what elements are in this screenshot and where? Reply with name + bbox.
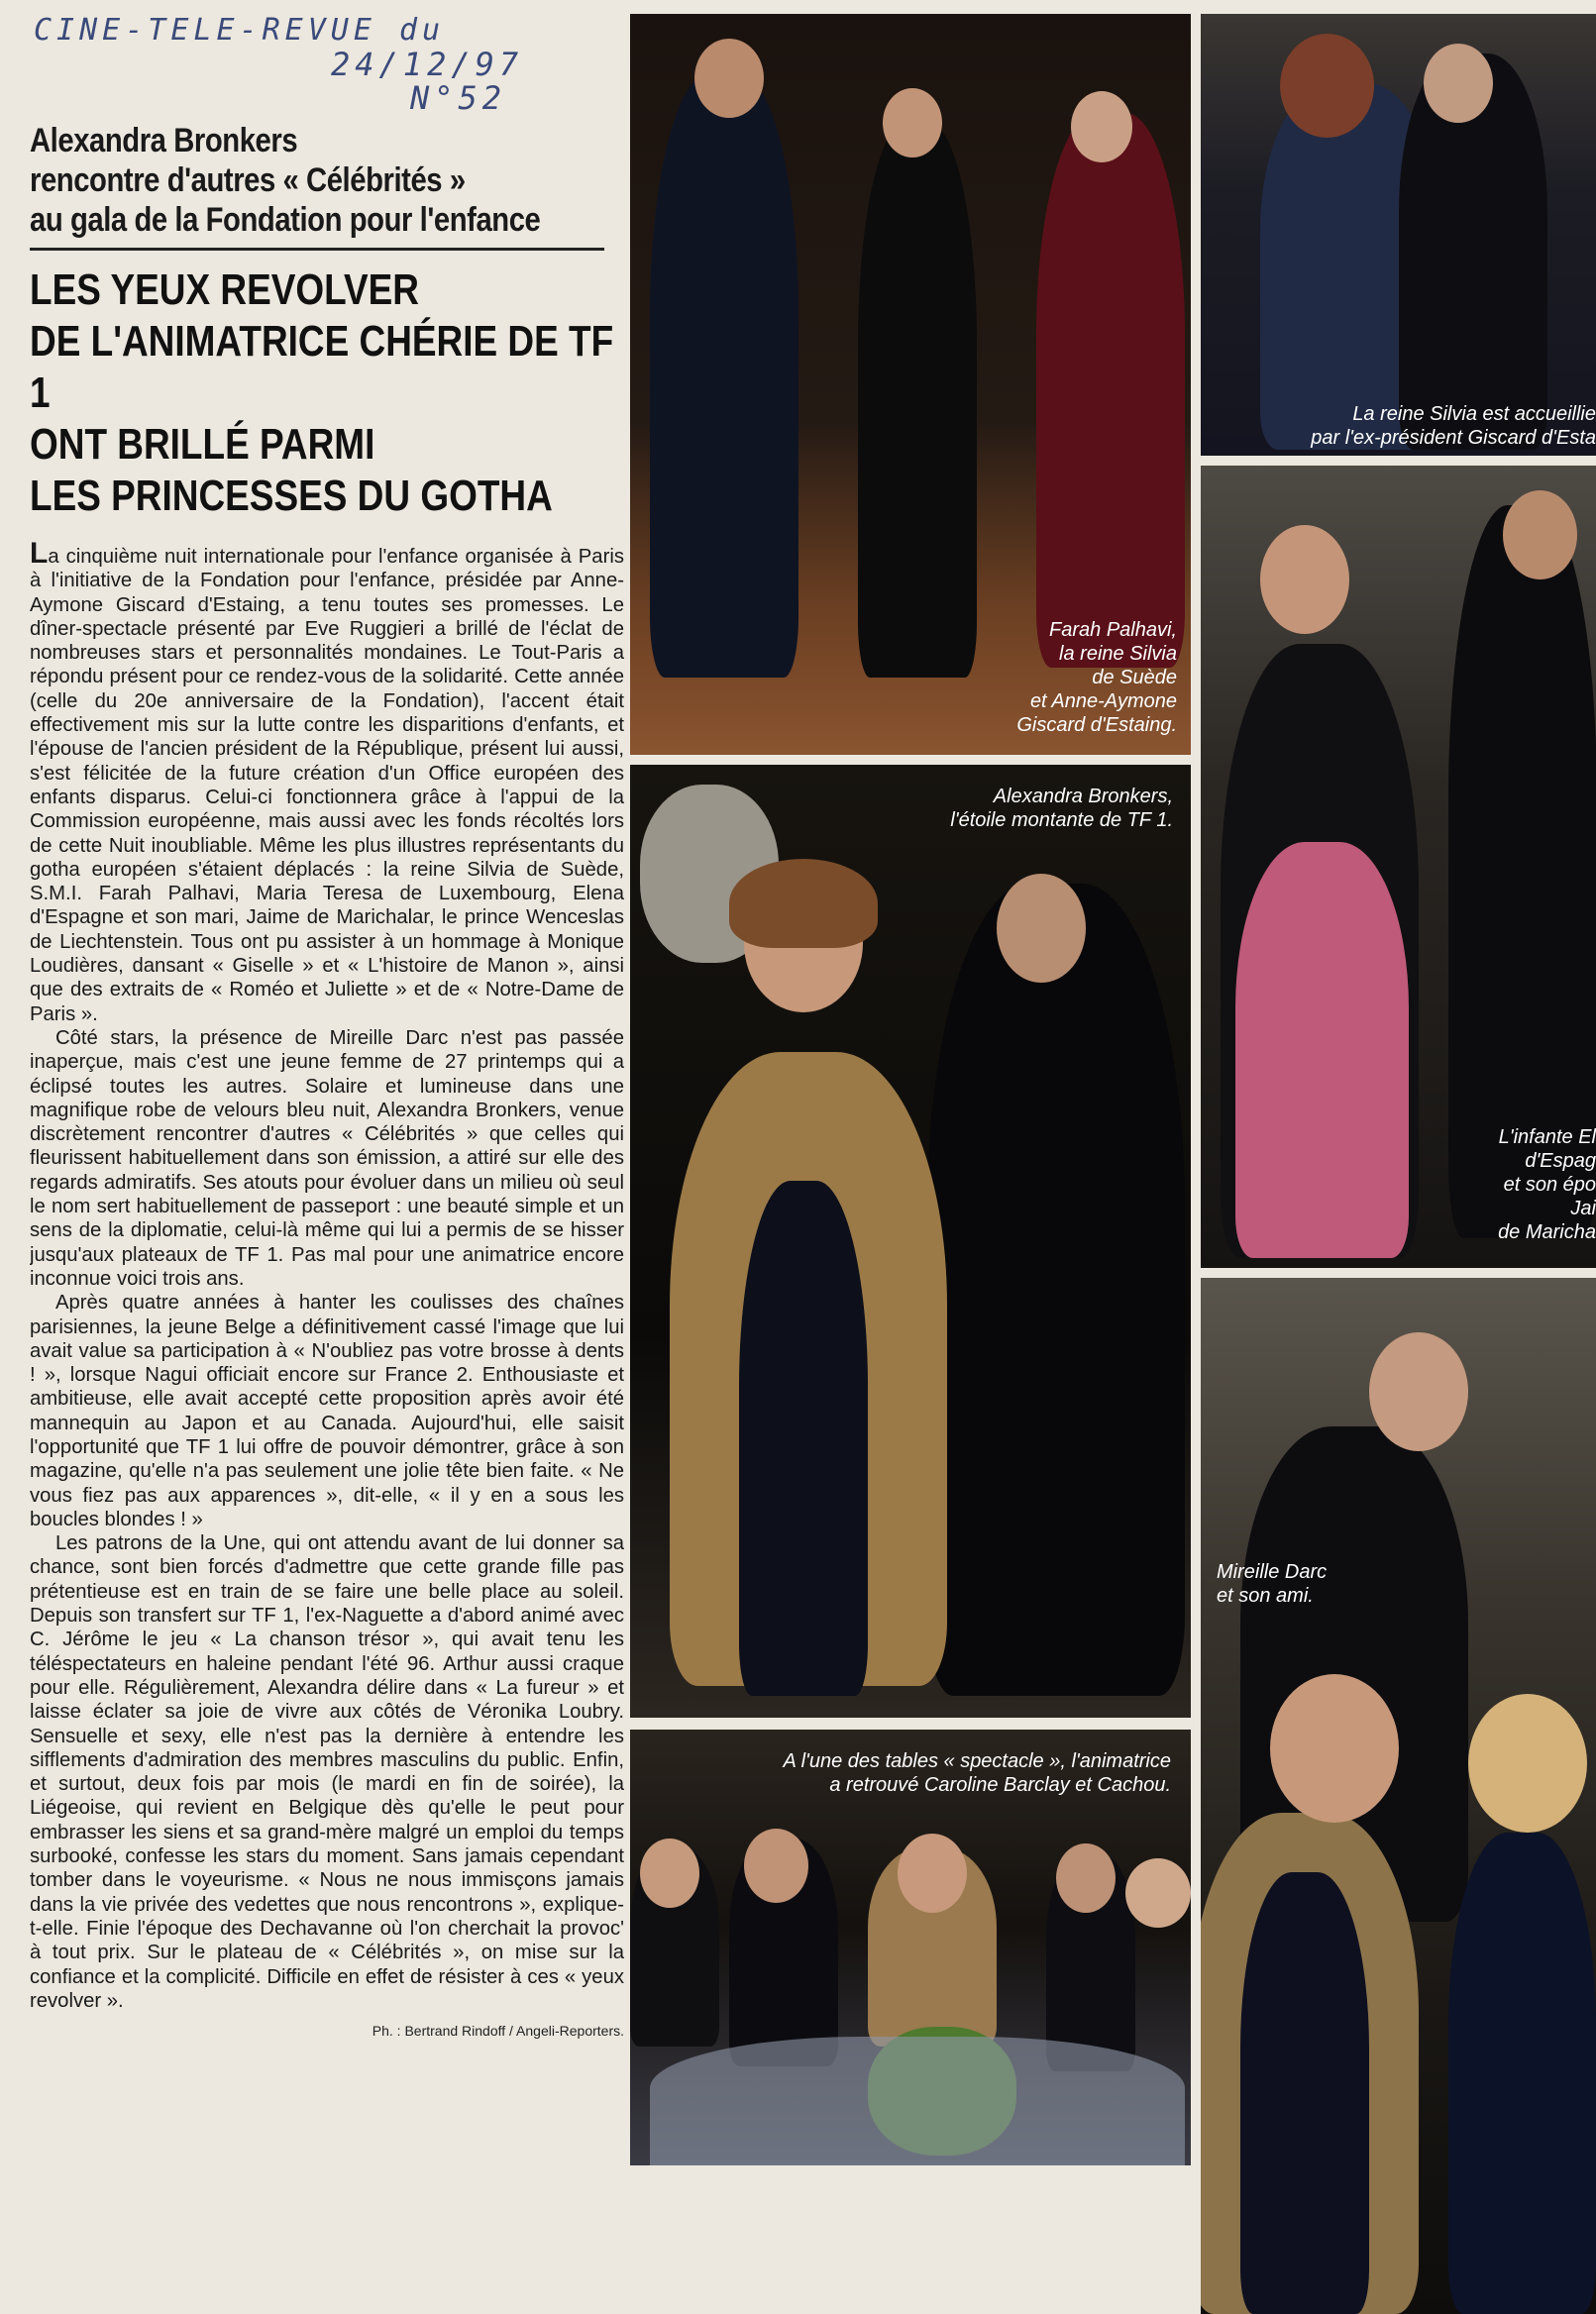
divider [30, 248, 604, 251]
caption-line: Alexandra Bronkers, [993, 786, 1173, 807]
handwritten-line: N°52 [410, 79, 507, 117]
photo-caption [1398, 1125, 1596, 1244]
photo-mireille-darc [1201, 1278, 1596, 2314]
caption-line: a retrouvé Caroline Barclay et Cachou. [829, 1774, 1171, 1796]
caption-line: Mireille Darc [1217, 1561, 1328, 1583]
caption-line: L'infante El [1498, 1126, 1596, 1148]
caption-line: Jai [1570, 1198, 1596, 1219]
caption-line: Giscard d'Estaing. [1016, 714, 1177, 736]
article-paragraph: Après quatre années à hanter les coulisses des chaînes parisiennes, la jeune Belge a définitivement cassé l'image que lui avait value sa participation à « N'oubliez pas votre brosse à dents ! », lorsque Nagui officiait encore sur France 2. Enthousiaste et ambitieuse, elle avait accepté cette proposition après avoir été mannequin au Japon et au Canada. Aujourd'hui, elle saisit l'opportunité que TF 1 lui offre de pouvoir démontrer, grâce à son magazine, qu'elle n'a pas seulement une jolie tête bien faite. « Ne vous fiez pas aux apparences », dit-elle, « il y en a sous les boucles blondes ! » [30, 1292, 624, 1530]
caption-line: La reine Silvia est accueillie [1352, 403, 1596, 425]
photo-caption [880, 618, 1177, 737]
article-paragraph [30, 537, 624, 1026]
kicker [30, 121, 623, 240]
kicker-line: rencontre d'autres « Célébrités » [30, 161, 466, 199]
photo-queen-silvia [1201, 14, 1596, 456]
headline [30, 264, 619, 522]
photo-caption [777, 785, 1173, 832]
headline-line: LES YEUX REVOLVER [30, 265, 419, 314]
caption-line: et son ami. [1217, 1585, 1314, 1607]
drop-cap: L [30, 537, 49, 570]
handwritten-note [34, 14, 624, 115]
handwritten-line: CINE-TELE-REVUE du [34, 14, 446, 48]
photo-dinner-table [630, 1730, 1191, 2165]
kicker-line: au gala de la Fondation pour l'enfance [30, 201, 541, 239]
paragraph-text: a cinquième nuit internationale pour l'enfance organisée à Paris à l'initiative de la Fondation pour l'enfance, présidée par Anne-Aymone Giscard d'Estaing, a tenu toutes ses promesses. Le dîner-spectacle présenté par Eve Ruggieri a brillé de l'éclat de nombreuses stars et personnalités mondaines. Le Tout-Paris a répondu présent pour ce rendez-vous de la solidarité. Cette année (celle du 20e anniversaire de la Fondation), l'accent était effectivement mis sur la lutte contre les disparitions d'enfants, et l'épouse de l'ancien président de la République, présent lui aussi, s'est félicitée de la future création d'un Office européen des enfants disparus. Celui-ci fonctionnera grâce à l'appui de la Commission européenne, mais aussi avec les fonds récoltés lors de cette Nuit inoubliable. Même les plus illustres représentants du gotha européen s'étaient déplacés : la reine Silvia de Suède, S.M.I. Farah Palhavi, Maria Teresa de Luxembourg, Elena d'Espagne et son mari, Jaime de Marichalar, le prince Wenceslas de Liechtenstein. Tous ont pu assister à un hommage à Monique Loudières, dansant « Giselle » et « L'histoire de Manon », ainsi que des extraits de « Roméo et Juliette » et de « Notre-Dame de Paris ». [30, 546, 624, 1025]
photo-caption [636, 1749, 1171, 1797]
headline-line: DE L'ANIMATRICE CHÉRIE DE TF 1 [30, 317, 614, 417]
headline-line: ONT BRILLÉ PARMI [30, 420, 375, 469]
caption-line: l'étoile montante de TF 1. [950, 809, 1173, 831]
caption-line: par l'ex-président Giscard d'Esta [1311, 427, 1596, 449]
caption-line: et son épo [1503, 1174, 1596, 1196]
article-paragraph: Les patrons de la Une, qui ont attendu avant de lui donner sa chance, sont bien forcés d'admettre que cette grande fille pas prétentieuse est en train de se faire une belle place au soleil. Depuis son transfert sur TF 1, l'ex-Naguette a d'abord animé avec C. Jérôme le jeu « La chanson trésor », qui avait tenu les téléspectateurs en haleine pendant l'été 96. Arthur aussi craque pour elle. Régulièrement, Alexandra délire dans « La fureur » et laisse éclater sa joie de vivre aux côtés de Véronika Loubry. Sensuelle et sexy, elle n'est pas la dernière à entendre les sifflements d'admiration des membres masculins du public. Enfin, et surtout, deux fois par mois (le mardi en fin de soirée), la Liégeoise, qui revient en Belgique dès qu'elle le peut pour embrasser les siens et sa grand-mère malgré un emploi du temps surbooké, confesse les stars du moment. Sans jamais cependant tomber dans le voyeurisme. « Nous ne nous immisçons jamais dans la vie privée des vedettes que nous rencontrons », explique-t-elle. Finie l'époque des Dechavanne où l'on cherchait la provoc' à tout prix. Sur le plateau de « Célébrités », on mise sur la confiance et la complicité. Difficile en effet de résister à ces « yeux revolver ». [30, 1532, 624, 2012]
caption-line: et Anne-Aymone [1029, 690, 1177, 712]
caption-line: d'Espag [1525, 1150, 1596, 1172]
caption-line: A l'une des tables « spectacle », l'animatrice [783, 1750, 1171, 1772]
kicker-line: Alexandra Bronkers [30, 122, 298, 159]
caption-line: la reine Silvia [1059, 643, 1177, 665]
photo-credit: Ph. : Bertrand Rindoff / Angeli-Reporters. [372, 2023, 624, 2040]
photo-caption [1220, 402, 1596, 450]
caption-line: Farah Palhavi, [1049, 619, 1177, 641]
caption-line: de Maricha [1498, 1221, 1596, 1243]
photo-caption [1217, 1560, 1435, 1608]
handwritten-line: 24/12/97 [331, 46, 524, 83]
article-column [30, 14, 624, 2292]
photo-infanta-elena [1201, 466, 1596, 1268]
photo-alexandra-bronkers [630, 765, 1191, 1718]
article-paragraph: Côté stars, la présence de Mireille Darc n'est pas passée inaperçue, mais c'est une jeune femme de 27 printemps qui a éclipsé toutes les autres. Solaire et lumineuse dans une magnifique robe de velours bleu nuit, Alexandra Bronkers, venue discrètement rencontrer d'autres « Célébrités » que celles qui fleurissent habituellement dans son émission, a attiré sur elle des regards admiratifs. Ses atouts pour évoluer dans un milieu où seul le nom sert habituellement de passeport : une beauté simple et un sens de la diplomatie, celui-là même qui lui a permis de se hisser jusqu'aux plateaux de TF 1. Pas mal pour une animatrice encore inconnue voici trois ans. [30, 1026, 624, 1290]
photo-royals [630, 14, 1191, 755]
article-body [30, 537, 624, 2013]
headline-line: LES PRINCESSES DU GOTHA [30, 472, 553, 520]
caption-line: de Suède [1092, 667, 1177, 688]
